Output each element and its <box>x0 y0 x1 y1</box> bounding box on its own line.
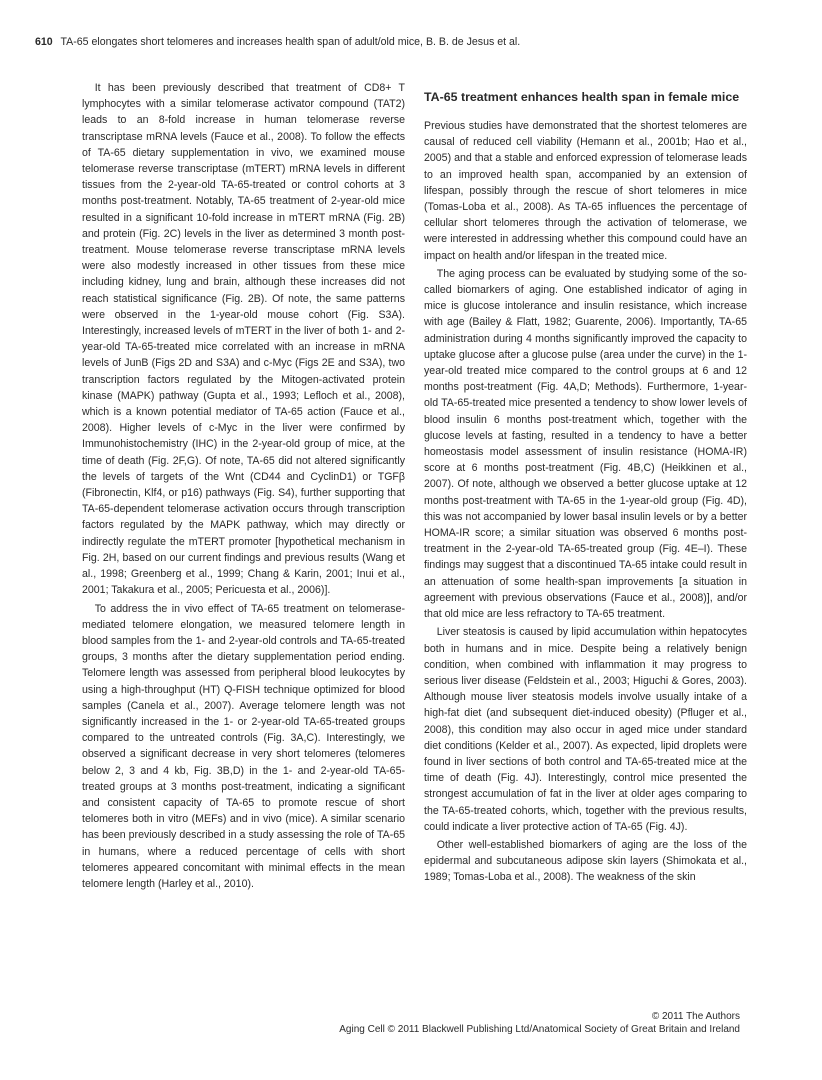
running-title: TA-65 elongates short telomeres and increases health span of adult/old mice, B. B. de Jesus et al. <box>60 36 521 48</box>
body-paragraph: The aging process can be evaluated by studying some of the so-called biomarkers of aging. One established indicator of aging in mice is glucose intolerance and insulin resistance, which increase with age (Bailey & Flatt, 1982; Guarente, 2006). Importantly, TA-65 administration during 4 months significantly improved the capacity to uptake glucose after a glucose pulse (area under the curve) in the 1-year-old treated mice compared to the control groups at 6 and 12 months post-treatment (Fig. 4A,D; Methods). Furthermore, 1-year-old TA-65-treated mice presented a tendency to show lower levels of blood insulin 6 months post-treatment which, together with the glucose levels at fasting, resulted in a tendency to have a better homeostasis model assessment of insulin resistance (HOMA-IR) score at 6 months post-treatment (Fig. 4B,C) (Heikkinen et al., 2007). Of note, although we observed a better glucose uptake at 12 months post-treatment with TA-65 in the 1-year-old group (Fig. 4D), this was not accompanied by lower basal insulin levels or by a better HOMA-IR score; a similar situation was observed 6 months post-treatment in the 2-year-old TA-65-treated group (Fig. 4E–I). These findings may suggest that a discontinued TA-65 intake could result in an attenuation of some health-span improvements [a situation in agreement with previous observations (Fauce et al., 2008)], and/or that old mice are less refractory to TA-65 treatment. <box>424 267 747 621</box>
publisher-line: Aging Cell © 2011 Blackwell Publishing Ltd/Anatomical Society of Great Britain and Ireland <box>339 1023 740 1035</box>
copyright-line: © 2011 The Authors <box>651 1011 740 1022</box>
body-paragraph: Other well-established biomarkers of aging are the loss of the epidermal and subcutaneous adipose skin layers (Shimokata et al., 1989; Tomas-Loba et al., 2008). The weakness of the skin <box>424 838 747 884</box>
body-paragraph: Previous studies have demonstrated that the shortest telomeres are causal of reduced cell viability (Hemann et al., 2001b; Hao et al., 2005) and that a stable and enforced expression of telomerase leads to an improved health span, accompanied by an extension of lifespan, possibly through the rescue of short telomeres in mice (Tomas-Loba et al., 2008). As TA-65 influences the percentage of cellular short telomeres through the activation of telomerase, we were interested in addressing whether this compound could have an impact on health and/or lifespan in the treated mice. <box>424 120 747 262</box>
page-number: 610 <box>35 36 53 48</box>
body-paragraph: Liver steatosis is caused by lipid accumulation within hepatocytes both in humans and in mice. Despite being a relatively benign condition, when combined with inflammation it may progress to serious liver disease (Feldstein et al., 2003; Higuchi & Gores, 2003). Although mouse liver steatosis models involve usually intake of a high-fat diet (and subsequent diet-induced obesity) (Pfluger et al., 2008), this condition may also occur in aged mice under standard diet conditions (Kelder et al., 2007). As expected, lipid droplets were found in liver sections of both control and TA-65-treated mice at the time of death (Fig. 4J). Interestingly, control mice presented the strongest accumulation of fat in the liver at older ages comparing to the TA-65-treated cohorts, which, together with the previous results, could indicate a liver protective action of TA-65 (Fig. 4J). <box>424 626 747 833</box>
left-column <box>82 80 405 892</box>
copyright-footer <box>339 1011 740 1036</box>
body-paragraph: It has been previously described that treatment of CD8+ T lymphocytes with a similar telomerase activator compound (TAT2) leads to an 8-fold increase in human telomerase reverse transcriptase mRNA levels (Fauce et al., 2008). To follow the effects of TA-65 dietary supplementation in vivo, we examined mouse telomerase reverse transcriptase (mTERT) mRNA levels in different tissues from the 2-year-old TA-65-treated or control cohorts at 3 months post-treatment. Notably, TA-65 treatment of 2-year-old mice resulted in a significant 10-fold increase in mTERT mRNA (Fig. 2B) and protein (Fig. 2C) levels in the liver as determined 3 month post-treatment. Mouse telomerase reverse transcriptase mRNA levels were also modestly increased in other tissues from these mice including kidney, lung and brain, although these increases did not reach statistical significance (Fig. 2B). Of note, the same patterns were observed in the 1-year-old mouse cohort (Fig. S3A). Interestingly, increased levels of mTERT in the liver of both 1- and 2-year-old TA-65-treated mice correlated with an increase in mRNA levels of JunB (Figs 2D and S3A) and c-Myc (Figs 2E and S3A), two transcription factors regulated by the Mitogen-activated protein kinase (MAPK) pathway (Gupta et al., 1993; Lefloch et al., 2008), which is a known potential mediator of TA-65 action (Fauce et al., 2008). Higher levels of c-Myc in the liver were confirmed by Immunohistochemistry (IHC) in the 2-year-old group of mice, at the time of death (Fig. 2F,G). Of note, TA-65 did not altered significantly the levels of targets of the Wnt (CD44 and CyclinD1) or TGFβ (Fibronectin, Klf4, or p16) pathways (Fig. S4), further supporting that TA-65-dependent telomerase activation occurs through transcription factors regulated by the MAPK pathway, which may directly or indirectly regulate the mTERT promoter [hypothetical mechanism in Fig. 2H, based on our current findings and previous results (Wang et al., 1998; Greenberg et al., 1999; Chang & Karin, 2001; Inui et al., 2001; Takakura et al., 2005; Pericuesta et al., 2006)]. <box>82 82 405 597</box>
section-heading: TA-65 treatment enhances health span in female mice <box>424 90 740 104</box>
running-header <box>35 36 795 48</box>
body-paragraph: To address the in vivo effect of TA-65 treatment on telomerase-mediated telomere elongation, we measured telomere length in blood samples from the 1- and 2-year-old controls and TA-65-treated groups, 3 months after the dietary supplementation period ending. Telomere length was assessed from peripheral blood leukocytes by using a high-throughput (HT) Q-FISH technique optimized for blood samples (Canela et al., 2007). Average telomere length was not significantly increased in the 1- or 2-year-old TA-65-treated groups compared to the untreated controls (Fig. 3A,C). Interestingly, we observed a significant decrease in very short telomeres (telomeres below 2, 3 and 4 kb, Fig. 3B,D) in the 1- and 2-year-old TA-65-treated groups at 3 months post-treatment, indicating a significant and consistent capacity of TA-65 to promote rescue of short telomeres both in vitro (MEFs) and in vivo (mice). A similar scenario has been previously described in a study assessing the role of TA-65 in humans, where a reduced percentage of cells with short telomeres appeared concomitant with minimal effects in the mean telomere length (Harley et al., 2010). <box>82 602 405 890</box>
right-column <box>424 80 747 886</box>
